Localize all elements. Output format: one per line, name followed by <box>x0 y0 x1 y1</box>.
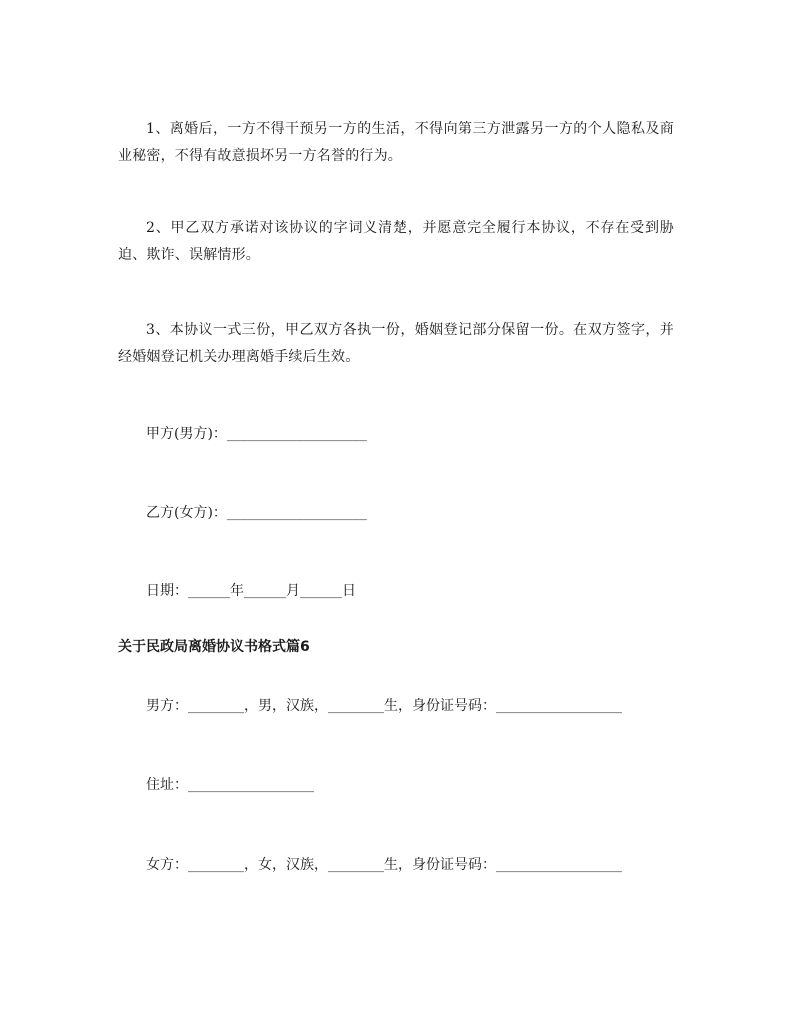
clause-1: 1、离婚后，一方不得干预另一方的生活，不得向第三方泄露另一方的个人隐私及商业秘密，不得有故意损坏另一方名誉的行为。 <box>118 121 674 164</box>
signature-party-a: 甲方(男方)：____________________ <box>146 426 367 442</box>
signature-party-b: 乙方(女方)：____________________ <box>146 505 367 521</box>
male-info-line: 男方：________，男，汉族，________生，身份证号码：__________________ <box>146 698 622 714</box>
female-info-line: 女方：________，女，汉族，________生，身份证号码：__________________ <box>146 857 622 873</box>
clause-2: 2、甲乙双方承诺对该协议的字词义清楚，并愿意完全履行本协议，不存在受到胁迫、欺诈、误解情形。 <box>118 220 674 263</box>
address-line: 住址：__________________ <box>146 777 314 793</box>
section-heading: 关于民政局离婚协议书格式篇6 <box>118 639 310 655</box>
clause-3: 3、本协议一式三份，甲乙双方各执一份，婚姻登记部分保留一份。在双方签字，并经婚姻登记机关办理离婚手续后生效。 <box>118 322 674 365</box>
date-line: 日期：______年______月______日 <box>146 583 356 599</box>
